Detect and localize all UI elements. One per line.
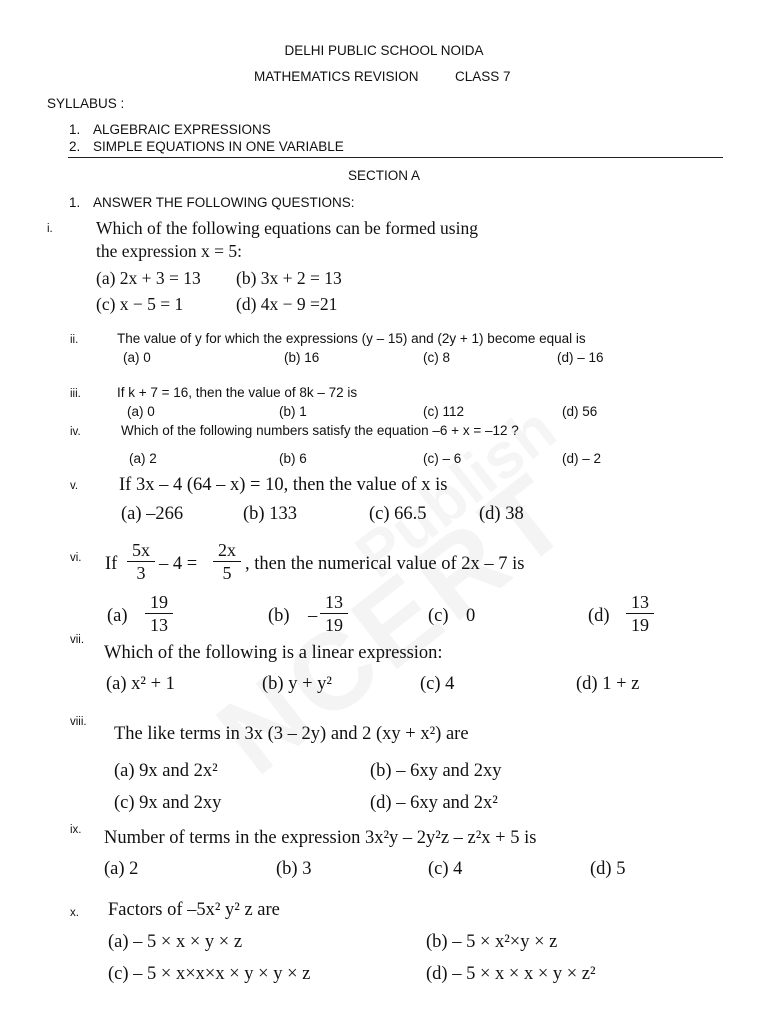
option-b-fraction xyxy=(320,592,348,635)
fraction-denominator: 19 xyxy=(325,615,343,635)
question-number: vii. xyxy=(70,634,85,646)
option-d: (d) 1 + z xyxy=(576,674,640,694)
subject-title: MATHEMATICS REVISION xyxy=(254,69,419,84)
question-number: iv. xyxy=(70,426,81,438)
fraction-bar xyxy=(626,613,654,614)
fraction-numerator: 2x xyxy=(218,540,236,560)
option-c-value: 0 xyxy=(466,606,476,626)
option-b: (b) 6 xyxy=(279,451,307,466)
option-b: (b) y + y² xyxy=(262,674,332,694)
option-c-label: (c) xyxy=(428,606,449,626)
question-middle: – 4 = xyxy=(159,554,198,574)
header-divider xyxy=(68,157,723,158)
option-d: (d) – 16 xyxy=(557,350,604,365)
option-a: (a) 0 xyxy=(123,350,151,365)
option-c: (c) 4 xyxy=(420,674,455,694)
question-text: The like terms in 3x (3 – 2y) and 2 (xy + x²) are xyxy=(114,724,469,744)
option-c: (c) 8 xyxy=(423,350,450,365)
question-text: Number of terms in the expression 3x²y – 2y²z – z²x + 5 is xyxy=(104,828,537,848)
option-d-fraction xyxy=(626,592,654,635)
fraction-denominator: 3 xyxy=(136,563,146,583)
option-a-fraction xyxy=(145,592,173,635)
section-title: SECTION A xyxy=(347,168,420,183)
fraction-numerator: 19 xyxy=(150,592,168,612)
question-text: Which of the following is a linear expression: xyxy=(104,643,443,663)
question-number: x. xyxy=(70,907,79,919)
fraction-bar xyxy=(213,561,241,562)
option-a: (a) 0 xyxy=(127,404,155,419)
question-suffix: , then the numerical value of 2x – 7 is xyxy=(245,554,525,574)
option-b: (b) 3 xyxy=(276,859,312,879)
option-c: (c) 112 xyxy=(423,404,465,419)
question-number: vi. xyxy=(70,552,82,564)
option-c: (c) 9x and 2xy xyxy=(114,793,222,813)
option-b: (b) 133 xyxy=(243,504,297,524)
fraction-2x-over-5 xyxy=(213,540,241,583)
question-text: If k + 7 = 16, then the value of 8k – 72 is xyxy=(117,385,358,400)
fraction-numerator: 5x xyxy=(132,540,150,560)
option-a: (a) 2 xyxy=(104,859,139,879)
class-label: CLASS 7 xyxy=(455,69,511,84)
option-c: (c) – 6 xyxy=(423,451,462,466)
option-a: (a) –266 xyxy=(121,504,184,524)
fraction-bar xyxy=(127,561,155,562)
instruction-num: 1. xyxy=(69,195,81,210)
option-c: (c) 4 xyxy=(428,859,463,879)
syllabus-label: SYLLABUS : xyxy=(47,96,125,111)
question-number: iii. xyxy=(70,388,81,400)
option-c: (c) – 5 × x×x×x × y × y × z xyxy=(108,964,311,984)
question-text: The value of y for which the expressions (y – 15) and (2y + 1) become equal is xyxy=(117,331,586,346)
fraction-denominator: 5 xyxy=(222,563,232,583)
option-a-label: (a) xyxy=(107,606,128,626)
option-a: (a) x² + 1 xyxy=(106,674,175,694)
fraction-denominator: 13 xyxy=(150,615,168,635)
question-number: ix. xyxy=(70,824,82,836)
option-b: (b) 16 xyxy=(284,350,320,365)
syllabus-item-num-2: 2. xyxy=(69,139,81,154)
question-number: v. xyxy=(70,480,79,492)
option-d: (d) 5 xyxy=(590,859,626,879)
option-d-label: (d) xyxy=(588,606,610,626)
fraction-bar xyxy=(320,613,348,614)
option-b: (b) 3x + 2 = 13 xyxy=(236,268,342,288)
syllabus-item-2: SIMPLE EQUATIONS IN ONE VARIABLE xyxy=(93,139,344,154)
option-d: (d) 56 xyxy=(562,404,598,419)
option-a: (a) – 5 × x × y × z xyxy=(108,932,243,952)
question-text: Factors of –5x² y² z are xyxy=(108,900,280,920)
fraction-numerator: 13 xyxy=(325,592,343,612)
fraction-denominator: 19 xyxy=(631,615,649,635)
option-b-sign: – xyxy=(308,606,318,626)
instruction: ANSWER THE FOLLOWING QUESTIONS: xyxy=(93,195,355,210)
option-a: (a) 2x + 3 = 13 xyxy=(96,268,201,288)
option-d: (d) – 5 × x × x × y × z² xyxy=(426,964,596,984)
option-b-label: (b) xyxy=(268,606,290,626)
option-c: (c) x − 5 = 1 xyxy=(96,294,184,314)
syllabus-item-num-1: 1. xyxy=(69,122,81,137)
question-text: Which of the following numbers satisfy the equation –6 + x = –12 ? xyxy=(121,423,519,438)
fraction-5x-over-3 xyxy=(127,540,155,583)
option-b: (b) – 5 × x²×y × z xyxy=(426,932,558,952)
question-text: If 3x – 4 (64 – x) = 10, then the value of x is xyxy=(119,475,448,495)
option-d: (d) 4x − 9 =21 xyxy=(236,294,338,314)
fraction-bar xyxy=(145,613,173,614)
option-d: (d) 38 xyxy=(479,504,524,524)
question-text: Which of the following equations can be formed using xyxy=(96,218,478,238)
fraction-numerator: 13 xyxy=(631,592,649,612)
option-d: (d) – 2 xyxy=(562,451,602,466)
question-prefix: If xyxy=(105,554,118,574)
option-b: (b) 1 xyxy=(279,404,307,419)
question-text-line2: the expression x = 5: xyxy=(96,241,242,261)
option-a: (a) 9x and 2x² xyxy=(114,761,218,781)
option-a: (a) 2 xyxy=(129,451,157,466)
option-b: (b) – 6xy and 2xy xyxy=(370,761,502,781)
option-c: (c) 66.5 xyxy=(369,504,427,524)
question-number: ii. xyxy=(70,334,79,346)
question-number: i. xyxy=(47,223,53,235)
option-d: (d) – 6xy and 2x² xyxy=(370,793,498,813)
question-number: viii. xyxy=(70,716,87,728)
school-name: DELHI PUBLIC SCHOOL NOIDA xyxy=(284,43,484,58)
syllabus-item-1: ALGEBRAIC EXPRESSIONS xyxy=(93,122,271,137)
